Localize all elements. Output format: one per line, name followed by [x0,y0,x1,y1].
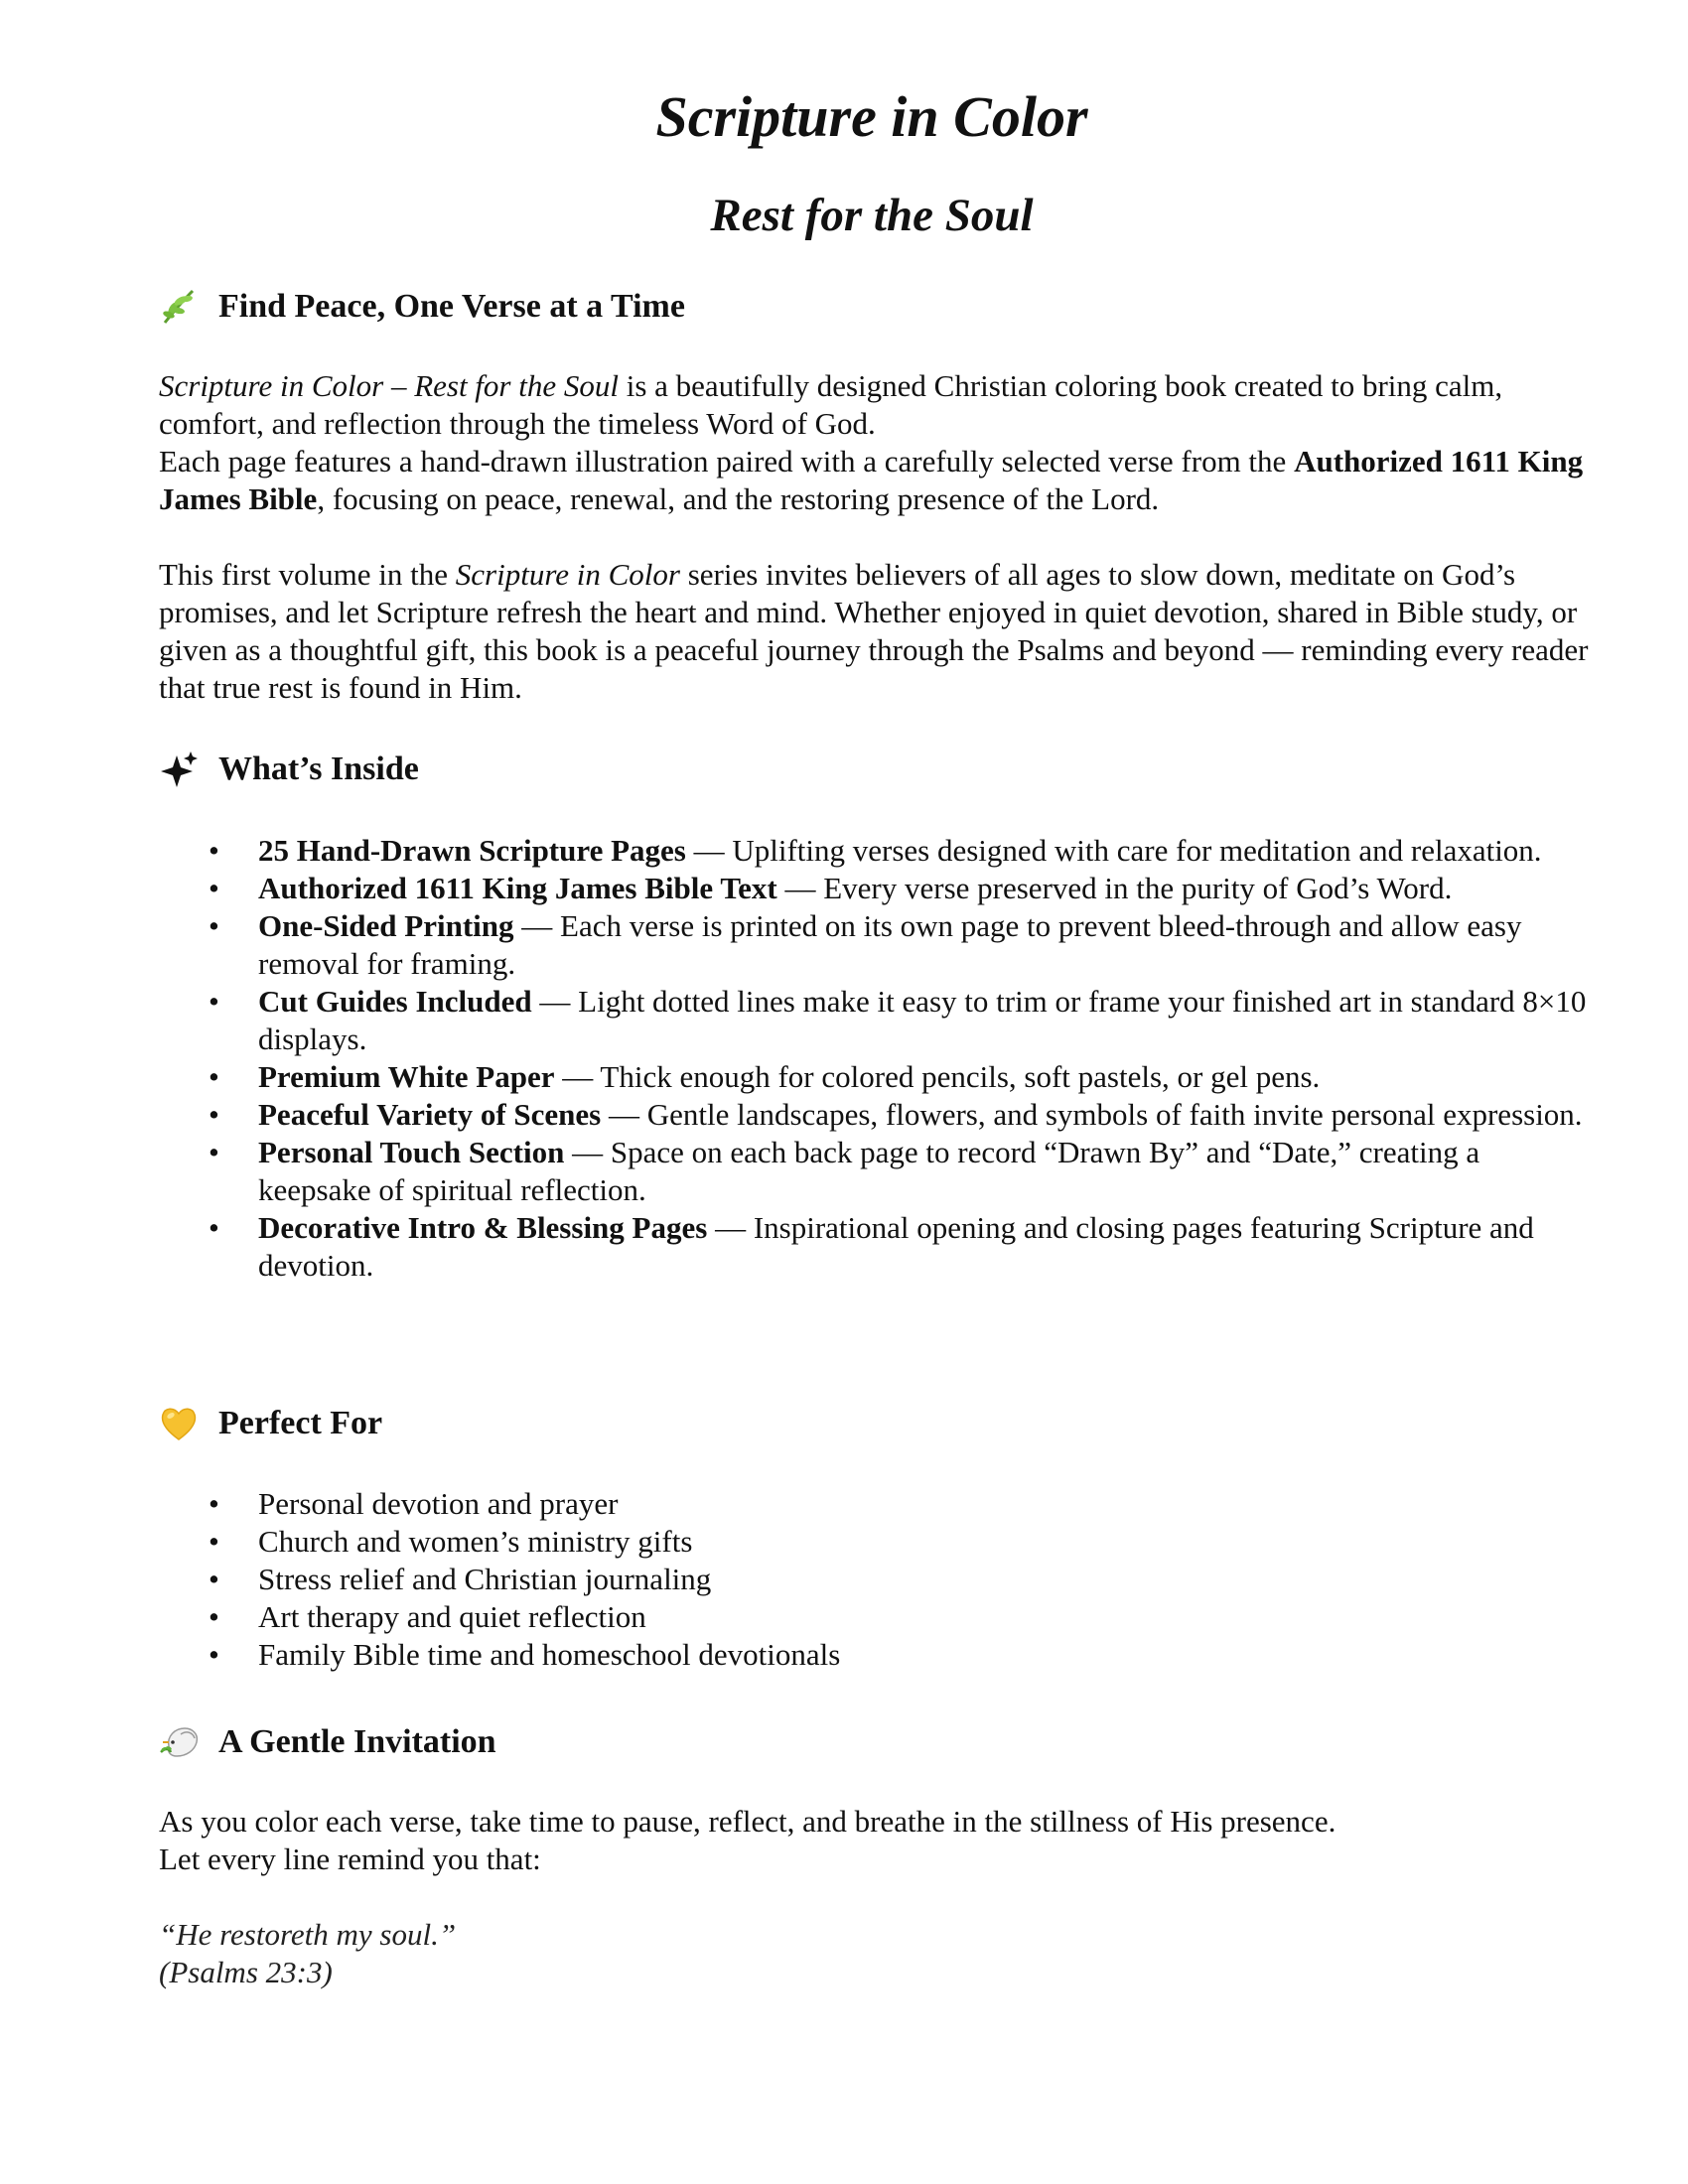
bullet: • [209,1097,219,1132]
bullet: • [209,871,219,905]
series-title-italic: Scripture in Color [455,557,680,592]
list-item [159,983,1589,1058]
page-subtitle: Rest for the Soul [710,190,1034,241]
sparkles-icon [159,747,207,792]
item-title: Premium White Paper [258,1059,555,1094]
bullet: • [209,1637,219,1672]
intro-paragraph-2-end: , focusing on peace, renewal, and the restoring presence of the Lord. [317,481,1160,516]
item-title: Personal Touch Section [258,1135,565,1169]
leaf-icon [159,284,207,330]
kjv-bold-text: Authorized 1611 King James Bible [159,444,1584,516]
item-text: Personal devotion and prayer [258,1486,619,1521]
section-heading-text: A Gentle Invitation [218,1723,496,1760]
book-title-italic: Scripture in Color – Rest for the Soul [159,368,619,403]
bullet: • [209,1562,219,1596]
list-item [159,1096,1589,1134]
item-text: Family Bible time and homeschool devotionals [258,1637,841,1672]
section-heading-text: Find Peace, One Verse at a Time [218,288,685,325]
item-text: — Light dotted lines make it easy to trim or frame your finished art in standard 8×10 displays. [258,984,1587,1056]
invitation-line-2: Let every line remind you that: [159,1842,541,1876]
item-title: Peaceful Variety of Scenes [258,1097,602,1132]
bullet: • [209,1059,219,1094]
perfect-for-list [159,1485,1589,1674]
item-title: Cut Guides Included [258,984,532,1019]
bullet: • [209,908,219,943]
bullet: • [209,1210,219,1245]
item-title: 25 Hand-Drawn Scripture Pages [258,833,686,868]
section-heading-text: Perfect For [218,1405,383,1441]
item-title: Authorized 1611 King James Bible Text [258,871,777,905]
item-title: Decorative Intro & Blessing Pages [258,1210,708,1245]
section-heading-intro [159,284,685,330]
bullet: • [209,1486,219,1521]
intro-paragraph-3-end: series invites believers of all ages to slow down, meditate on God’s promises, and let Scripture refresh the heart and mind. Whether enjoyed in quiet devotion, shared in Bible study, or given as a thoughtful gift, this book is a peaceful journey through the Psalms and beyond — reminding every reader that true rest is found in Him. [159,557,1589,705]
yellow-heart-icon [159,1401,207,1446]
list-item [159,1134,1589,1209]
intro-paragraph-1-text: is a beautifully designed Christian coloring book created to bring calm, comfort, and reflection through the timeless Word of God. [159,368,1503,441]
item-text: — Every verse preserved in the purity of God’s Word. [776,871,1453,905]
list-item [159,1485,1589,1523]
list-item [159,832,1589,870]
item-text: — Space on each back page to record “Drawn By” and “Date,” creating a keepsake of spiritual reflection. [258,1135,1480,1207]
item-text: Art therapy and quiet reflection [258,1599,646,1634]
intro-paragraph-3 [159,556,1589,707]
invitation-line-1: As you color each verse, take time to pause, reflect, and breathe in the stillness of His presence. [159,1804,1336,1839]
scripture-quote [159,1916,456,1991]
item-text: Church and women’s ministry gifts [258,1524,693,1559]
item-title: One-Sided Printing [258,908,514,943]
list-item [159,907,1589,983]
list-item [159,1058,1589,1096]
whats-inside-list [159,832,1589,1285]
item-text: Stress relief and Christian journaling [258,1562,712,1596]
list-item [159,1523,1589,1561]
item-text: — Uplifting verses designed with care for meditation and relaxation. [685,833,1542,868]
invitation-paragraph [159,1803,1589,1878]
page-title: Scripture in Color [655,84,1088,149]
bullet: • [209,1524,219,1559]
bullet: • [209,833,219,868]
intro-paragraph-2 [159,443,1589,518]
item-text: — Gentle landscapes, flowers, and symbols of faith invite personal expression. [601,1097,1583,1132]
bullet: • [209,1599,219,1634]
dove-icon [159,1719,207,1765]
bullet: • [209,1135,219,1169]
section-heading-perfect-for [159,1401,382,1446]
item-text: — Inspirational opening and closing pages featuring Scripture and devotion. [258,1210,1534,1283]
quote-reference: (Psalms 23:3) [159,1955,333,1989]
intro-paragraph-2-start: Each page features a hand-drawn illustration paired with a carefully selected verse from the [159,444,1295,478]
intro-paragraph-3-start: This first volume in the [159,557,456,592]
list-item [159,1598,1589,1636]
intro-paragraph-1 [159,367,1589,443]
section-heading-inside [159,747,419,792]
section-heading-text: What’s Inside [218,751,419,787]
section-heading-invitation [159,1719,496,1765]
list-item [159,1561,1589,1598]
list-item [159,1209,1589,1285]
item-text: — Each verse is printed on its own page to prevent bleed-through and allow easy removal for framing. [258,908,1522,981]
quote-text: “He restoreth my soul.” [159,1917,457,1952]
item-text: — Thick enough for colored pencils, soft pastels, or gel pens. [554,1059,1321,1094]
bullet: • [209,984,219,1019]
list-item [159,870,1589,907]
list-item [159,1636,1589,1674]
